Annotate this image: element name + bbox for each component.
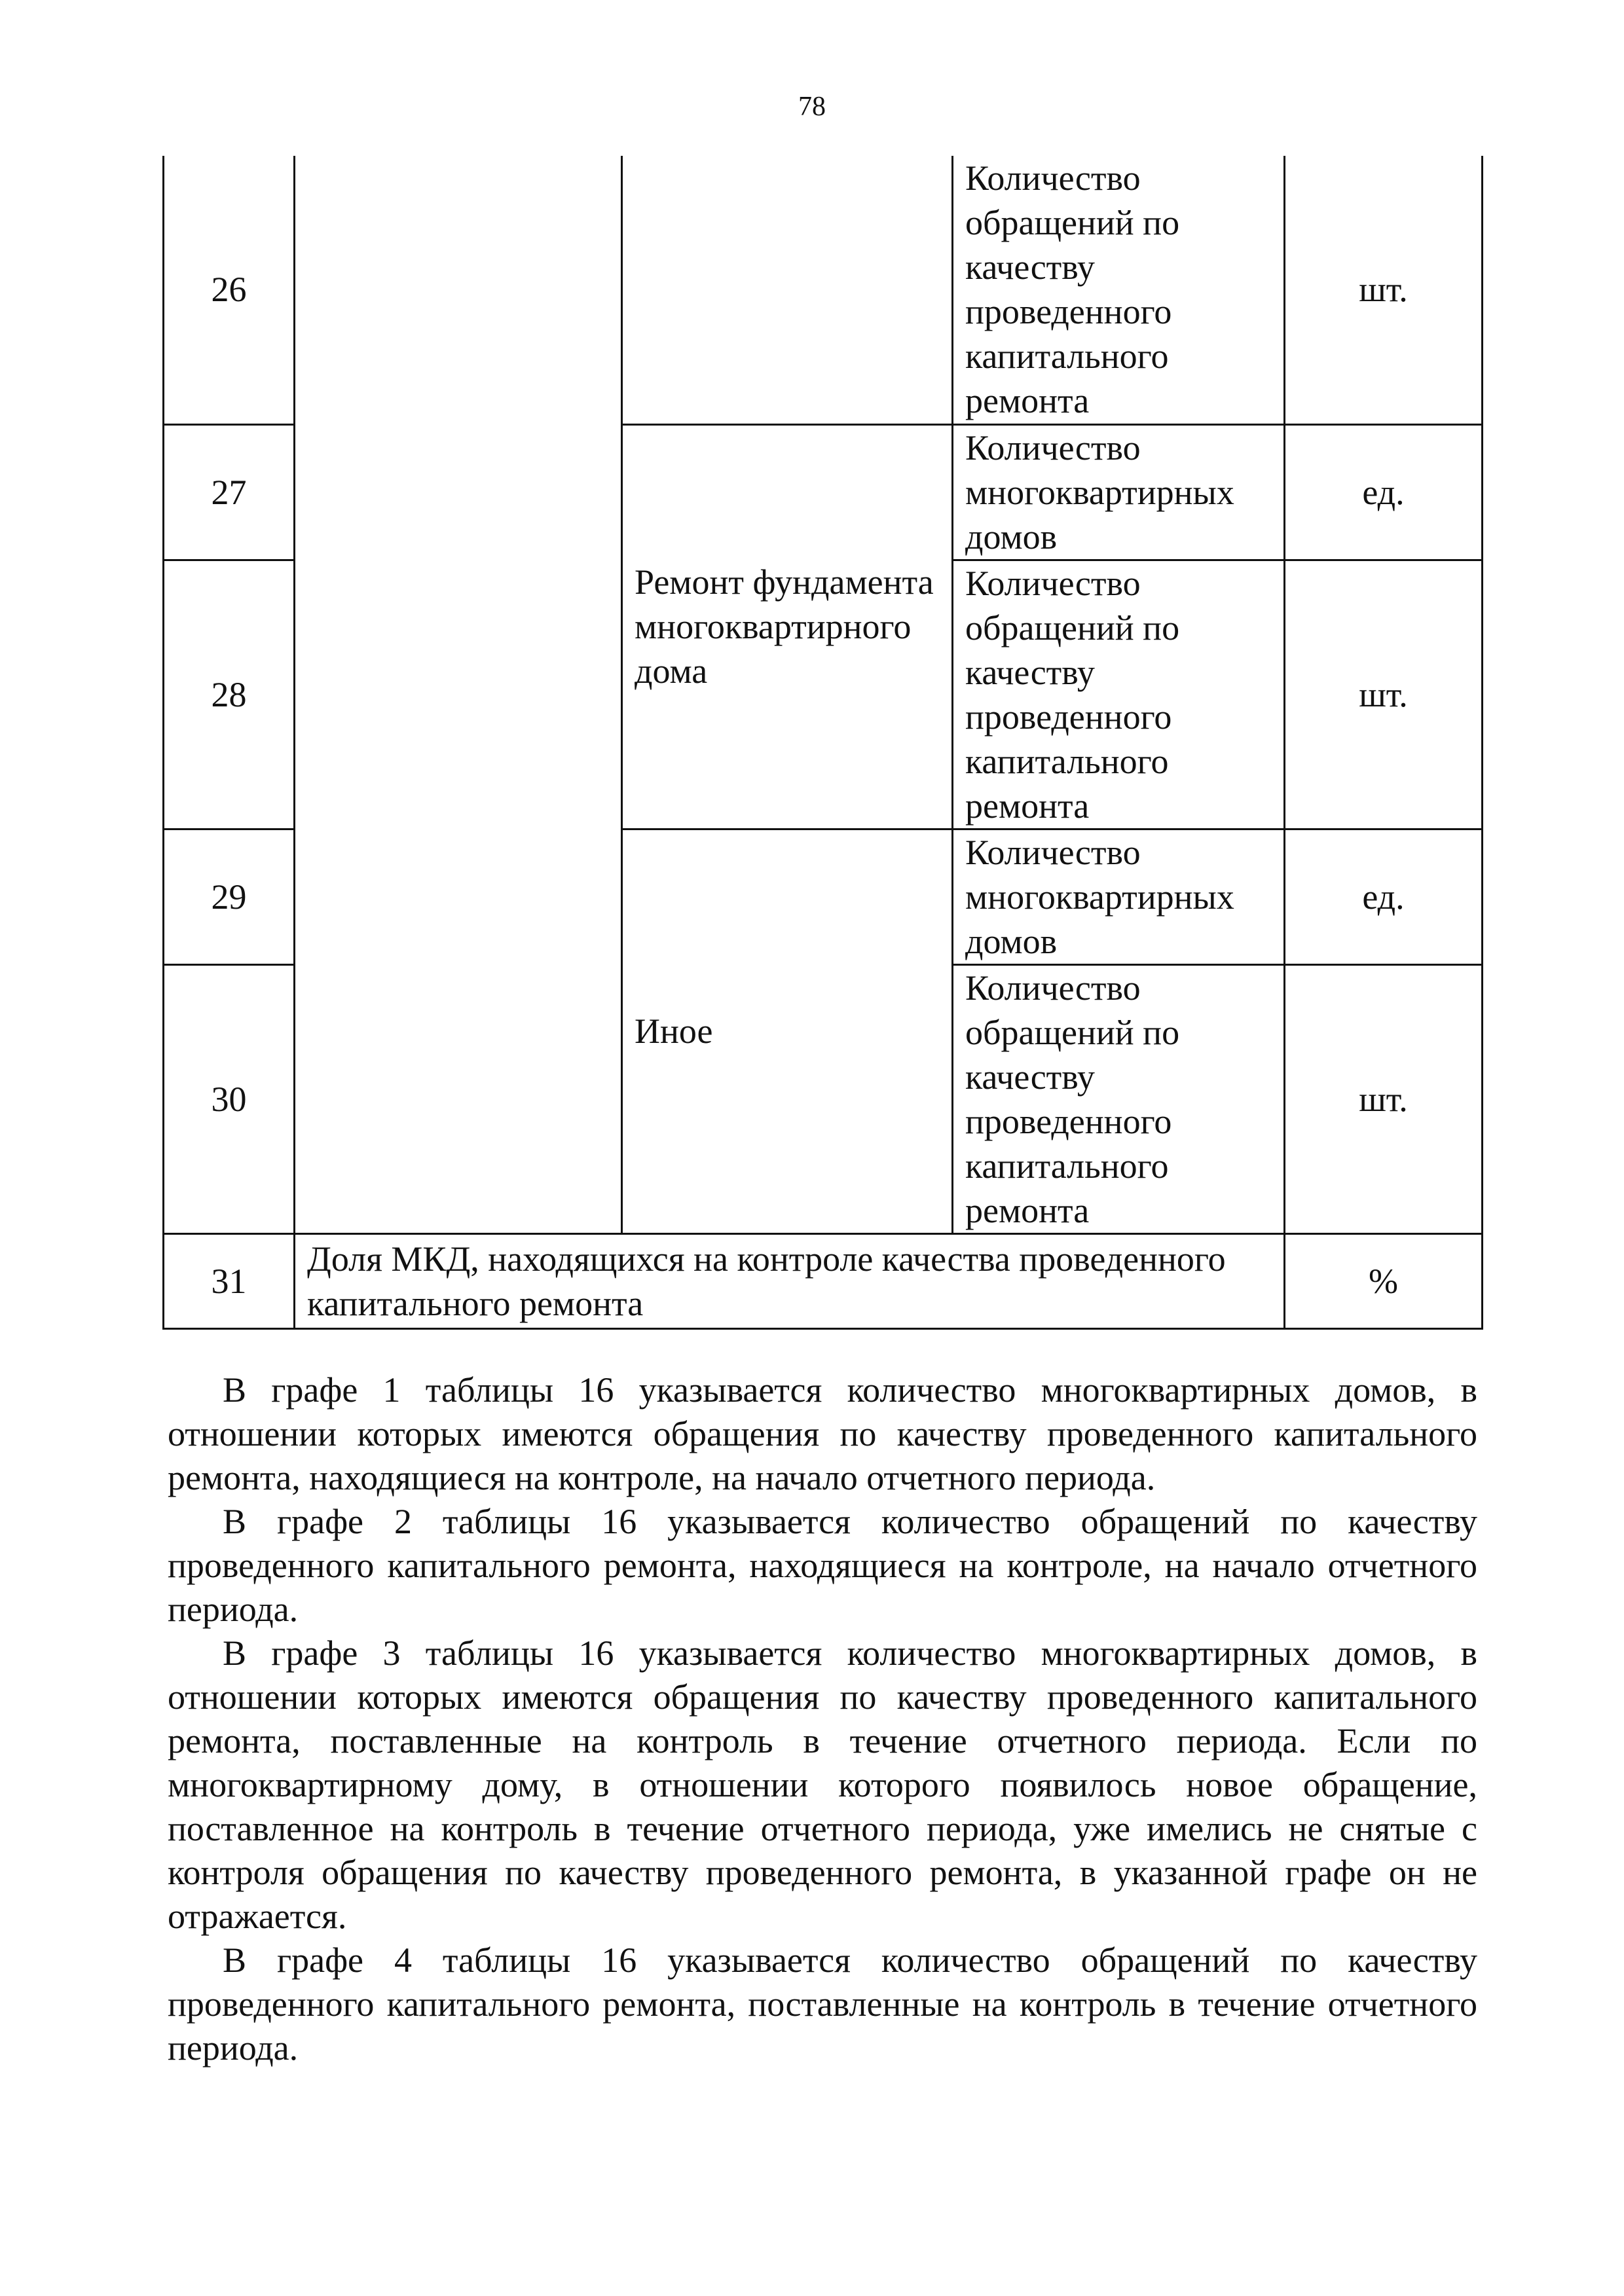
indicator-cell: Количество многоквартирных домов: [953, 829, 1285, 964]
group-cell-empty: [295, 156, 622, 1233]
category-other: Иное: [622, 829, 953, 1233]
unit-cell: ед.: [1285, 424, 1483, 560]
indicator-cell: Количество обращений по качеству проведенного капитального ремонта: [953, 560, 1285, 829]
paragraph: В графе 1 таблицы 16 указывается количество многоквартирных домов, в отношении которых имеются обращения по качеству проведенного капитального ремонта, находящиеся на контроле, на начало отчетного периода.: [168, 1370, 1477, 1497]
unit-cell: ед.: [1285, 829, 1483, 964]
indicator-cell: Количество обращений по качеству проведенного капитального ремонта: [953, 964, 1285, 1233]
indicator-cell: Количество многоквартирных домов: [953, 424, 1285, 560]
category-foundation: Ремонт фундамента многоквартирного дома: [622, 424, 953, 829]
table-row: [164, 156, 1483, 424]
unit-cell: шт.: [1285, 156, 1483, 424]
unit-cell: %: [1285, 1233, 1483, 1328]
page-number: 78: [798, 92, 826, 122]
row-number: 29: [164, 829, 295, 964]
paragraph: В графе 3 таблицы 16 указывается количество многоквартирных домов, в отношении которых имеются обращения по качеству проведенного капитального ремонта, поставленные на контроль в течение отчетного периода. Если по многоквартирному дому, в отношении которого появилось новое обращение, поставленное на контроль в течение отчетного периода, уже имелись не снятые с контроля обращения по качеству проведенного ремонта, в указанной графе он не отражается.: [168, 1633, 1477, 1936]
unit-cell: шт.: [1285, 560, 1483, 829]
paragraph: В графе 4 таблицы 16 указывается количество обращений по качеству проведенного капитального ремонта, поставленные на контроль в течение отчетного периода.: [168, 1941, 1477, 2068]
paragraph: В графе 2 таблицы 16 указывается количество обращений по качеству проведенного капитального ремонта, находящиеся на контроле, на начало отчетного периода.: [168, 1502, 1477, 1629]
row-number: 28: [164, 560, 295, 829]
row-number: 27: [164, 424, 295, 560]
body-text: [168, 1368, 1477, 2070]
table-row: [164, 1233, 1483, 1328]
category-cell-empty: [622, 156, 953, 424]
indicator-cell: Количество обращений по качеству проведенного капитального ремонта: [953, 156, 1285, 424]
row-number: 31: [164, 1233, 295, 1328]
unit-cell: шт.: [1285, 964, 1483, 1233]
indicators-table: [162, 156, 1483, 1330]
row-number: 26: [164, 156, 295, 424]
row-number: 30: [164, 964, 295, 1233]
indicator-cell-wide: Доля МКД, находящихся на контроле качества проведенного капитального ремонта: [295, 1233, 1285, 1328]
